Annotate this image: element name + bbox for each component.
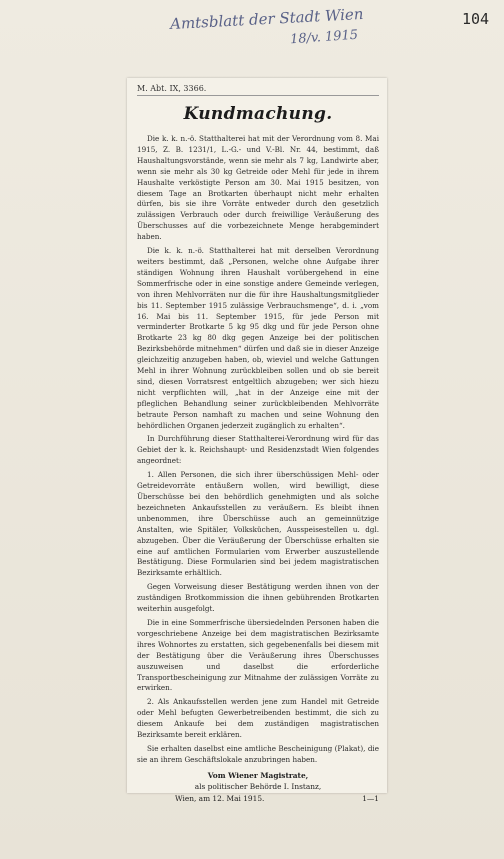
paragraph-2: Die k. k. n.-ö. Statthalterei hat mit derselben Verordnung weiters bestimmt, daß „Personen, welche ohne Aufgabe ihrer ständigen Wohnung ihren Haushalt vorübergehend in eine Sommerfrische oder in eine sonstige andere Gemeinde verlegen, von ihren Mehlvorräten nur die für ihre Haushaltungsmitglieder bis 11. September 1915 zulässige Verbrauchsmenge“, d. i. „vom 16. Mai bis 11. September 1915, für jede Person mit verminderter Brotkarte 5 kg 95 dkg und für jede Person ohne Brotkarte 23 kg 80 dkg gegen Anzeige bei der politischen Bezirksbehörde mitnehmen“ dürfen und daß sie in dieser Anzeige gleichzeitig anzugeben haben, ob, wieviel und welche Gattungen Mehl in ihrer Wohnung zurückbleiben sollen und ob sie bereit sind, diesen Vorratsrest entgeltlich abzugeben; wer sich hiezu nicht verpflichten will, „hat in der Anzeige eine mit der pfleglichen Behandlung seiner zurückbleibenden Mehlvorräte betraute Person namhaft zu machen und seine Wohnung den behördlichen Organen jederzeit zugänglich zu erhalten“. [137, 246, 379, 430]
newspaper-clipping [127, 78, 387, 803]
handwritten-source-note: Amtsblatt der Stadt Wien [169, 4, 364, 34]
signature-authority: Vom Wiener Magistrate, [207, 770, 309, 780]
paragraph-7: 2. Als Ankaufsstellen werden jene zum Handel mit Getreide oder Mehl befugten Gewerbetreibenden bestimmt, die sich zu diesem Ankaufe bei dem zuständigen magistratischen Bezirksamte bereit erklären. [137, 697, 379, 740]
print-mark: 1—1 [362, 793, 379, 803]
paragraph-8: Sie erhalten daselbst eine amtliche Bescheinigung (Plakat), die sie an ihrem Geschäftslokale anzubringen haben. [137, 743, 379, 764]
paragraph-6: Die in eine Sommerfrische übersiedelnden Personen haben die vorgeschriebene Anzeige bei dem magistratischen Bezirksamte ihres Wohnortes zu erstatten, sich gegebenenfalls bei diesem mit der Bestätigung über die Veräußerung ihres Überschusses auszuweisen und daselbst die erforderliche Transportbescheinigung zur Mitnahme der zulässigen Vorräte zu erwirken. [137, 617, 379, 693]
page-number: 104 [462, 10, 490, 28]
paragraph-5: Gegen Vorweisung dieser Bestätigung werden ihnen von der zuständigen Brotkommission die ihnen gebührenden Brotkarten weiterhin ausgefolgt. [137, 582, 379, 614]
paragraph-1: Die k. k. n.-ö. Statthalterei hat mit der Verordnung vom 8. Mai 1915, Z. B. 1231/1, L.-G.- und V.-Bl. Nr. 44, bestimmt, daß Haushaltungsvorstände, wenn sie mehr als 7 kg, Landwirte aber, wenn sie mehr als 30 kg Getreide oder Mehl für jede in ihrem Haushalte verköstigte Person am 30. Mai 1915 besitzen, von diesem Tage an Brotkarten überhaupt nicht mehr erhalten dürfen, bis sie ihre Vorräte entweder durch den gesetzlich zulässigen Verbrauch oder durch freiwillige Veräußerung des Überschusses auf die vorbezeichnete Menge herabgemindert haben. [137, 134, 379, 242]
issue-date: Wien, am 12. Mai 1915. [175, 793, 265, 803]
signature-role: als politischer Behörde I. Instanz, [194, 781, 322, 791]
reference-number: M. Abt. IX, 3366. [137, 84, 379, 96]
paragraph-3: In Durchführung dieser Statthalterei-Verordnung wird für das Gebiet der k. k. Reichshaupt- und Residenzstadt Wien folgendes angeordnet: [137, 434, 379, 466]
announcement-title: Kundmachung. [183, 104, 333, 124]
paragraph-4: 1. Allen Personen, die sich ihrer überschüssigen Mehl- oder Getreidevorräte entäußern wollen, wird bewilligt, diese Überschüsse bei den behördlich genehmigten und als solche bezeichneten Ankaufsstellen zu veräußern. Es bleibt ihnen unbenommen, ihre Überschüsse auch an gemeinnützige Anstalten, wie Spitäler, Volksküchen, Ausspeisestellen u. dgl. abzugeben. Über die Veräußerung der Überschüsse erhalten sie eine auf amtlichen Formularien vom Erwerber auszustellende Bestätigung. Diese Formularien sind bei jedem magistratischen Bezirksamte erhältlich. [137, 470, 379, 578]
handwritten-date-note: 18/v. 1915 [289, 27, 359, 48]
date-line-row [137, 794, 379, 803]
announcement-body [137, 134, 379, 766]
